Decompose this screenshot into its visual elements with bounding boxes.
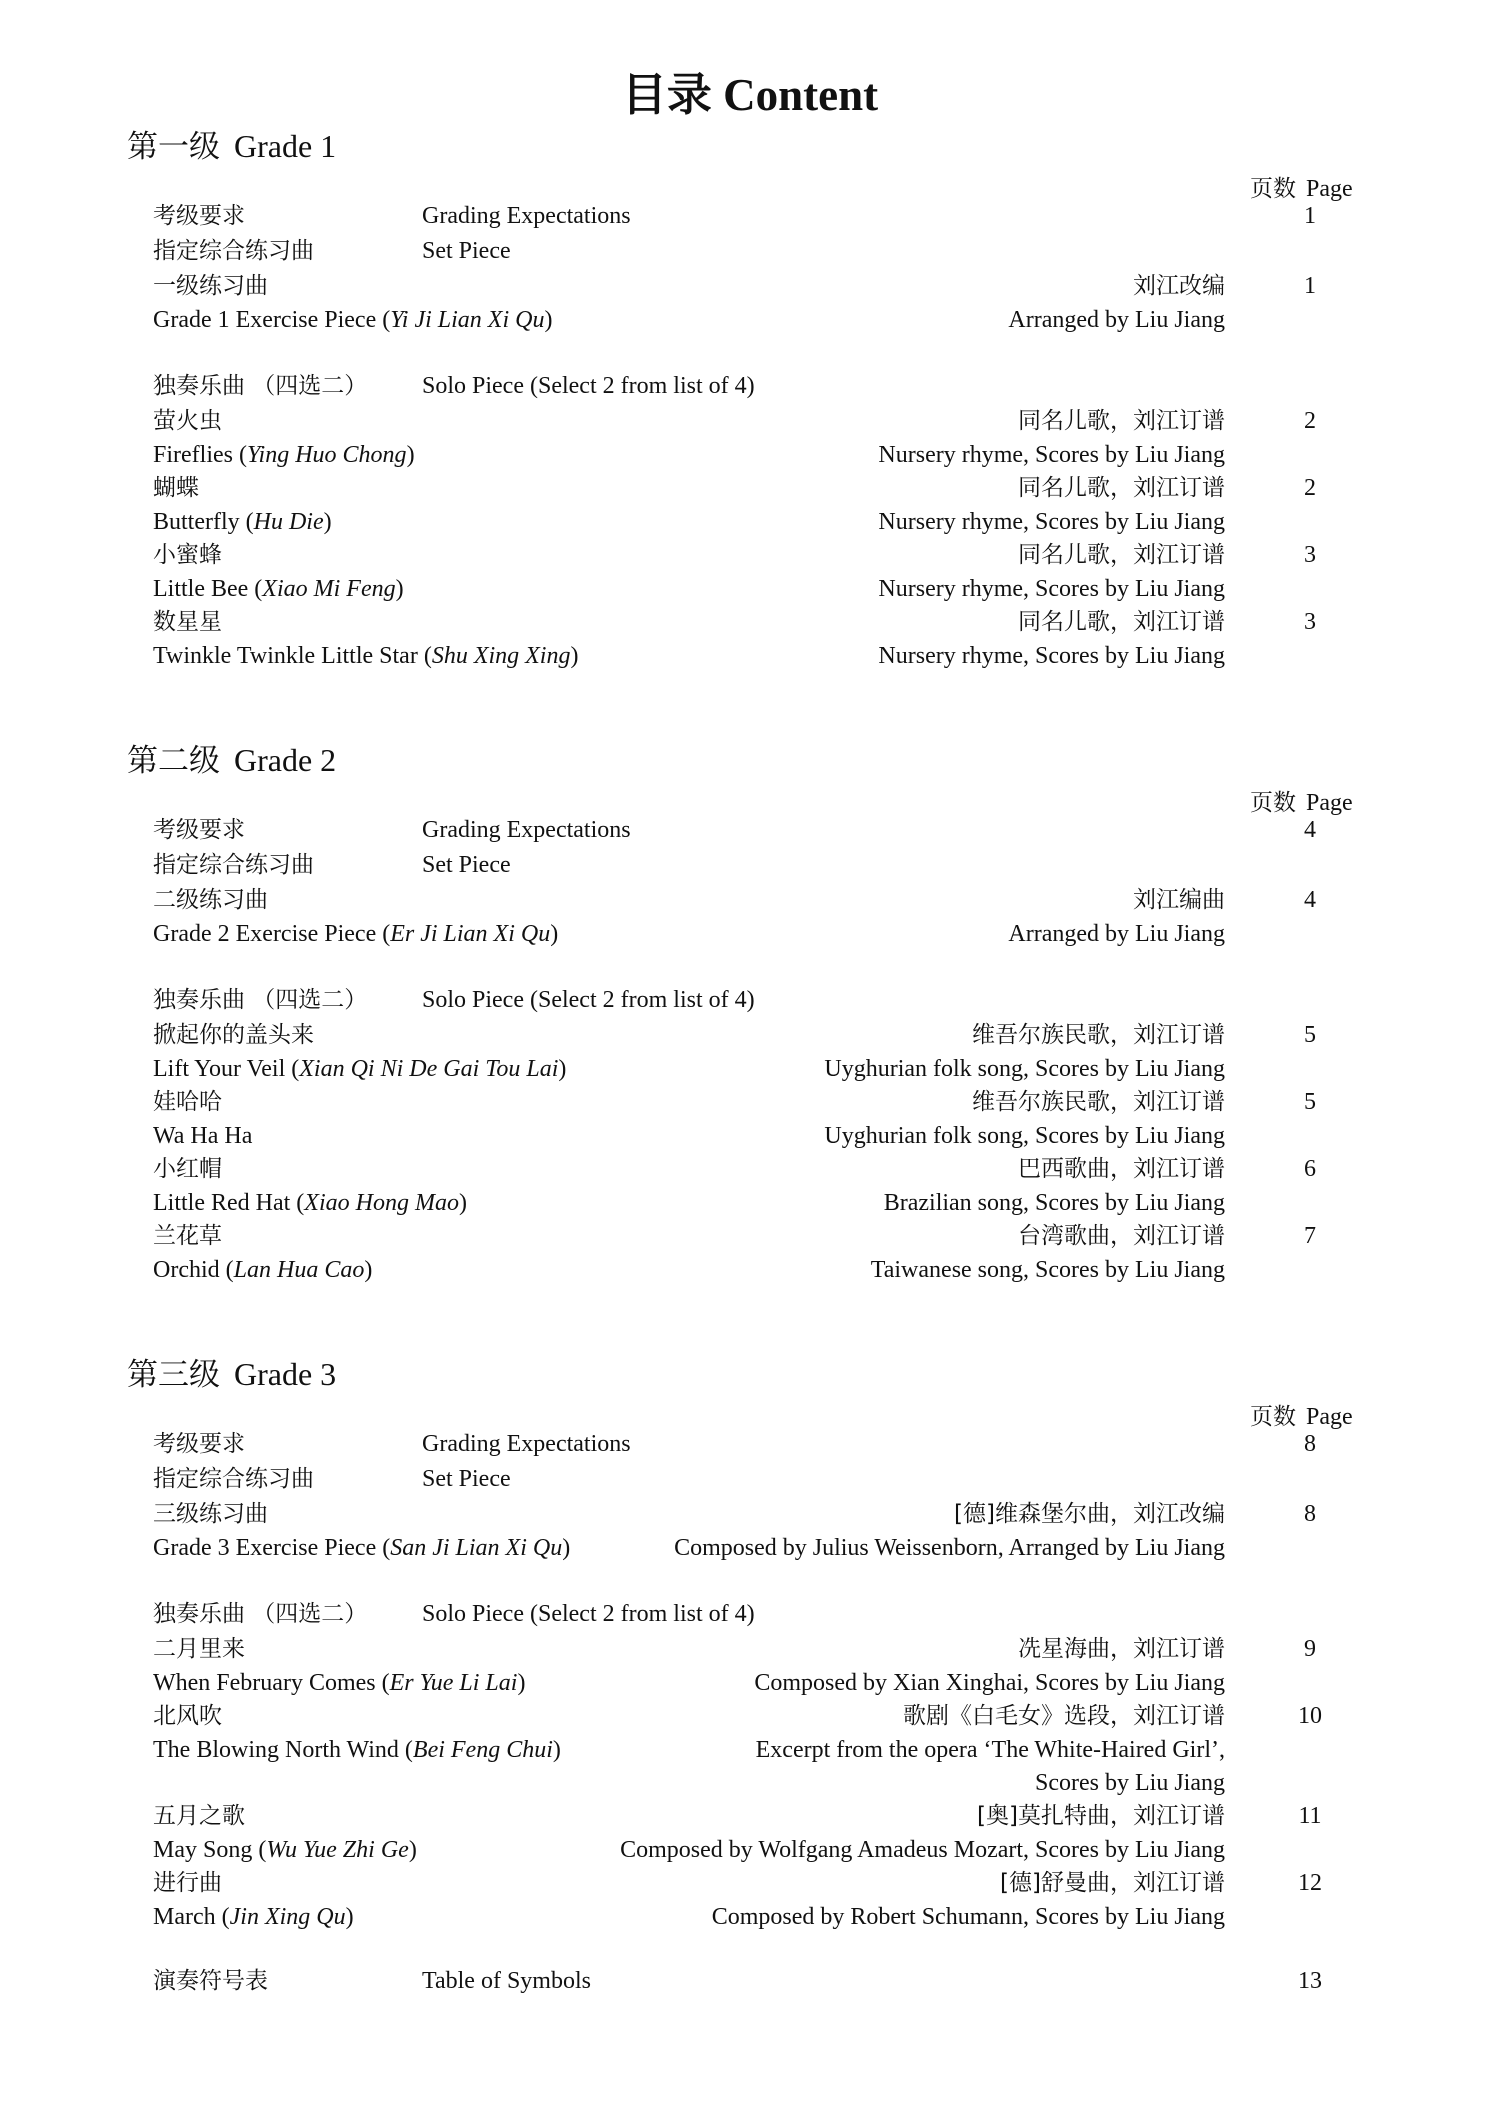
piece-title-cn: 小蜜蜂 [153,542,222,568]
credit-cn: 歌剧《白毛女》选段，刘江订谱 [903,1703,1225,1729]
toc-entry-piece[interactable] [0,1866,1500,1900]
entry-title-cn: 考级要求 [153,817,245,843]
credit-cn: 维吾尔族民歌，刘江订谱 [972,1022,1225,1048]
page-header-cn: 页数 [1250,1404,1296,1430]
piece-title-en: Fireflies (Ying Huo Chong) [153,442,415,468]
credit-en: Uyghurian folk song, Scores by Liu Jiang [824,1056,1225,1082]
page-number: 2 [1304,408,1316,434]
credit-en: Composed by Xian Xinghai, Scores by Liu Jiang [754,1670,1225,1696]
piece-title-cn: 进行曲 [153,1870,222,1896]
entry-title-cn: 考级要求 [153,203,245,229]
credit-en: Composed by Wolfgang Amadeus Mozart, Scores by Liu Jiang [620,1837,1225,1863]
page-number: 2 [1304,475,1316,501]
entry-title-cn: 演奏符号表 [153,1968,268,1994]
grade-title-en: Grade 2 [234,742,337,778]
credit-cn: 巴西歌曲，刘江订谱 [1018,1156,1225,1182]
piece-title-en: Little Bee (Xiao Mi Feng) [153,576,404,602]
piece-title-cn: 萤火虫 [153,408,222,434]
page-header-cn: 页数 [1250,790,1296,816]
entry-title-en: Grading Expectations [422,817,631,843]
toc-entry-piece[interactable] [0,1699,1500,1733]
credit-cn: 台湾歌曲，刘江订谱 [1018,1223,1225,1249]
entry-title-en: Grade 2 Exercise Piece (Er Ji Lian Xi Qu) [153,921,559,947]
piece-title-en: Lift Your Veil (Xian Qi Ni De Gai Tou Lai) [153,1056,567,1082]
grade-heading [127,735,336,780]
credit-cn: 刘江编曲 [1133,887,1225,913]
toc-entry-exercise[interactable] [0,1497,1500,1531]
piece-title-en: Twinkle Twinkle Little Star (Shu Xing Xing) [153,643,579,669]
credit-en: Composed by Julius Weissenborn, Arranged by Liu Jiang [674,1535,1225,1561]
page-number: 11 [1298,1803,1322,1829]
toc-entry-piece[interactable] [0,404,1500,438]
page-number: 8 [1304,1431,1316,1457]
toc-entry-grading-expectations[interactable] [0,1427,1500,1461]
toc-entry-piece-en [0,505,1500,539]
piece-title-cn: 数星星 [153,609,222,635]
credit-cn: [德]维森堡尔曲，刘江改编 [954,1501,1225,1527]
page-number: 13 [1298,1968,1322,1994]
credit-en: Composed by Robert Schumann, Scores by Liu Jiang [711,1904,1225,1930]
page-number: 5 [1304,1089,1316,1115]
piece-title-en: May Song (Wu Yue Zhi Ge) [153,1837,417,1863]
toc-entry-piece[interactable] [0,538,1500,572]
page-header-en: Page [1306,176,1353,202]
page-number: 6 [1304,1156,1316,1182]
credit-en: Nursery rhyme, Scores by Liu Jiang [878,643,1225,669]
toc-entry-piece-en [0,1666,1500,1700]
toc-entry-grading-expectations[interactable] [0,813,1500,847]
piece-title-cn: 五月之歌 [153,1803,245,1829]
entry-title-cn: 三级练习曲 [153,1501,268,1527]
grade-title-en: Grade 1 [234,128,337,164]
piece-title-en: Little Red Hat (Xiao Hong Mao) [153,1190,467,1216]
credit-en: Uyghurian folk song, Scores by Liu Jiang [824,1123,1225,1149]
grade-title-cn: 第三级 [127,1357,220,1393]
piece-title-en: Wa Ha Ha [153,1123,253,1149]
piece-title-en: March (Jin Xing Qu) [153,1904,354,1930]
toc-entry-set-piece [0,848,1500,882]
solo-header-cn: 独奏乐曲 （四选二） [153,987,368,1013]
piece-title-en: The Blowing North Wind (Bei Feng Chui) [153,1737,561,1763]
toc-entry-piece-en [0,1119,1500,1153]
toc-entry-piece-en [0,438,1500,472]
piece-title-en: Butterfly (Hu Die) [153,509,332,535]
entry-title-cn: 一级练习曲 [153,273,268,299]
solo-header-en: Solo Piece (Select 2 from list of 4) [422,987,755,1013]
credit-cn: 同名儿歌，刘江订谱 [1018,475,1225,501]
credit-cn: 同名儿歌，刘江订谱 [1018,609,1225,635]
entry-title-en: Grade 3 Exercise Piece (San Ji Lian Xi Qu) [153,1535,571,1561]
toc-entry-piece-en [0,1833,1500,1867]
page-number: 5 [1304,1022,1316,1048]
toc-entry-piece-en [0,1733,1500,1767]
credit-en: Taiwanese song, Scores by Liu Jiang [870,1257,1225,1283]
entry-title-cn: 指定综合练习曲 [153,1466,314,1492]
credit-en: Nursery rhyme, Scores by Liu Jiang [878,576,1225,602]
entry-title-en: Set Piece [422,1466,511,1492]
toc-entry-piece[interactable] [0,1632,1500,1666]
page-header-en: Page [1306,1404,1353,1430]
page-number: 4 [1304,887,1316,913]
toc-entry-piece-en [0,1052,1500,1086]
entry-title-en: Set Piece [422,238,511,264]
toc-entry-exercise[interactable] [0,269,1500,303]
toc-entry-exercise[interactable] [0,883,1500,917]
entry-title-en: Set Piece [422,852,511,878]
toc-entry-exercise-en [0,917,1500,951]
entry-title-cn: 指定综合练习曲 [153,238,314,264]
entry-title-en: Grade 1 Exercise Piece (Yi Ji Lian Xi Qu) [153,307,553,333]
piece-title-cn: 北风吹 [153,1703,222,1729]
toc-entry-piece[interactable] [0,1219,1500,1253]
entry-title-cn: 指定综合练习曲 [153,852,314,878]
toc-entry-piece-en [0,572,1500,606]
credit-cn: [奥]莫扎特曲，刘江订谱 [977,1803,1225,1829]
entry-title-en: Grading Expectations [422,203,631,229]
piece-title-en: When February Comes (Er Yue Li Lai) [153,1670,526,1696]
toc-entry-exercise-en [0,303,1500,337]
page-number: 8 [1304,1501,1316,1527]
toc-entry-table-of-symbols[interactable] [0,1964,1500,1998]
toc-entry-piece[interactable] [0,1018,1500,1052]
page-number: 9 [1304,1636,1316,1662]
credit-cn: 同名儿歌，刘江订谱 [1018,408,1225,434]
toc-entry-exercise-en [0,1531,1500,1565]
grade-heading [127,1349,336,1394]
toc-entry-piece[interactable] [0,1085,1500,1119]
toc-entry-piece[interactable] [0,471,1500,505]
toc-entry-piece[interactable] [0,1799,1500,1833]
piece-title-cn: 小红帽 [153,1156,222,1182]
grade-title-en: Grade 3 [234,1356,337,1392]
solo-header-en: Solo Piece (Select 2 from list of 4) [422,1601,755,1627]
piece-title-cn: 二月里来 [153,1636,245,1662]
grade-title-cn: 第一级 [127,129,220,165]
solo-piece-header [0,983,1500,1017]
credit-cn: 冼星海曲，刘江订谱 [1018,1636,1225,1662]
page-number: 1 [1304,273,1316,299]
piece-title-cn: 掀起你的盖头来 [153,1022,314,1048]
page-number: 7 [1304,1223,1316,1249]
piece-title-cn: 蝴蝶 [153,475,199,501]
credit-cn: [德]舒曼曲，刘江订谱 [1000,1870,1225,1896]
toc-entry-grading-expectations[interactable] [0,199,1500,233]
toc-entry-set-piece [0,1462,1500,1496]
page-number: 4 [1304,817,1316,843]
toc-entry-piece-en-cont [0,1766,1500,1800]
toc-entry-piece-en [0,1253,1500,1287]
credit-en: Brazilian song, Scores by Liu Jiang [883,1190,1225,1216]
page-number: 12 [1298,1870,1322,1896]
page-number: 3 [1304,609,1316,635]
toc-entry-piece[interactable] [0,605,1500,639]
grade-heading [127,121,336,166]
credit-cn: 同名儿歌，刘江订谱 [1018,542,1225,568]
piece-title-cn: 兰花草 [153,1223,222,1249]
entry-title-en: Grading Expectations [422,1431,631,1457]
credit-en: Nursery rhyme, Scores by Liu Jiang [878,442,1225,468]
page-header-en: Page [1306,790,1353,816]
solo-piece-header [0,1597,1500,1631]
solo-header-cn: 独奏乐曲 （四选二） [153,373,368,399]
toc-entry-piece-en [0,1900,1500,1934]
grade-title-cn: 第二级 [127,743,220,779]
credit-en: Nursery rhyme, Scores by Liu Jiang [878,509,1225,535]
toc-entry-piece[interactable] [0,1152,1500,1186]
credit-en-continued: Scores by Liu Jiang [1035,1770,1225,1796]
credit-cn: 维吾尔族民歌，刘江订谱 [972,1089,1225,1115]
entry-title-cn: 考级要求 [153,1431,245,1457]
toc-entry-set-piece [0,234,1500,268]
page-number: 10 [1298,1703,1322,1729]
credit-en: Arranged by Liu Jiang [1008,921,1225,947]
page-header-cn: 页数 [1250,176,1296,202]
credit-en: Excerpt from the opera ‘The White-Haired Girl’, [755,1737,1225,1763]
page-title: 目录 Content [621,70,879,120]
solo-header-cn: 独奏乐曲 （四选二） [153,1601,368,1627]
solo-header-en: Solo Piece (Select 2 from list of 4) [422,373,755,399]
credit-en: Arranged by Liu Jiang [1008,307,1225,333]
page-number: 1 [1304,203,1316,229]
page-number: 3 [1304,542,1316,568]
credit-cn: 刘江改编 [1133,273,1225,299]
piece-title-cn: 娃哈哈 [153,1089,222,1115]
piece-title-en: Orchid (Lan Hua Cao) [153,1257,373,1283]
entry-title-cn: 二级练习曲 [153,887,268,913]
solo-piece-header [0,369,1500,403]
entry-title-en: Table of Symbols [422,1968,591,1994]
toc-entry-piece-en [0,1186,1500,1220]
toc-entry-piece-en [0,639,1500,673]
